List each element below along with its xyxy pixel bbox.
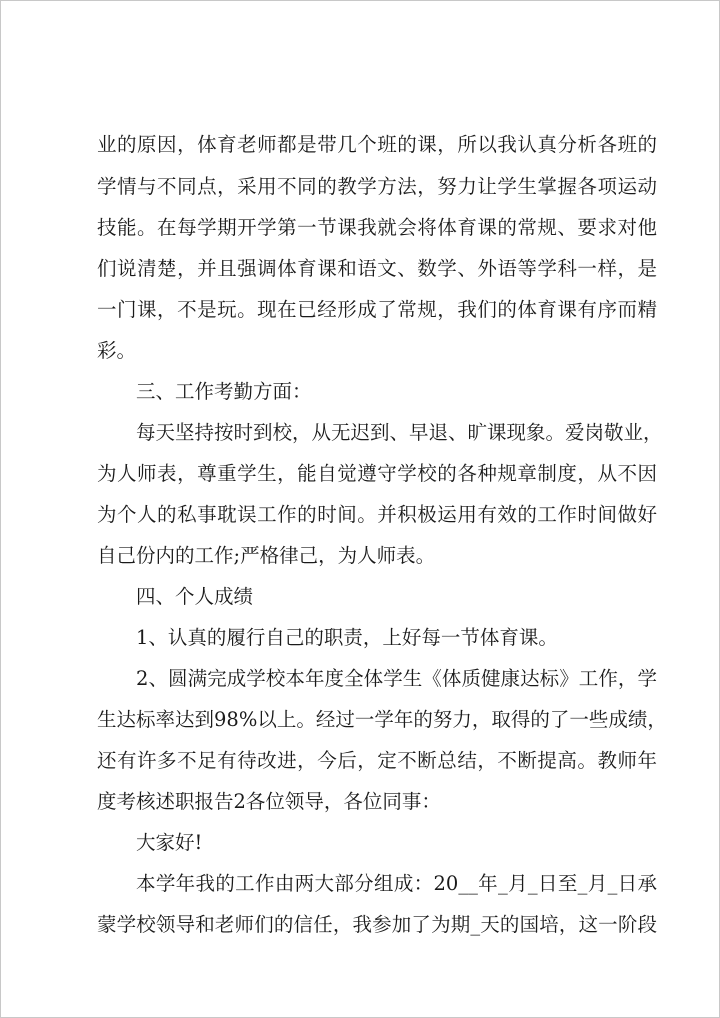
text-line: 本学年我的工作由两大部分组成：20__年_月_日至_月_日承 (136, 872, 657, 895)
text-line: 度考核述职报告2各位领导，各位同事： (97, 790, 441, 813)
text-line: 为人师表，尊重学生，能自觉遵守学校的各种规章制度，从不因 (97, 462, 657, 485)
text-line: 业的原因，体育老师都是带几个班的课，所以我认真分析各班的 (97, 133, 657, 156)
text-line: 技能。在每学期开学第一节课我就会将体育课的常规、要求对他 (97, 216, 657, 239)
text-line: 一门课，不是玩。现在已经形成了常规，我们的体育课有序而精 (97, 298, 657, 321)
text-line: 还有许多不足有待改进，今后，定不断总结，不断提高。教师年 (97, 749, 657, 772)
text-line: 彩。 (97, 339, 137, 362)
section-heading: 四、个人成绩 (136, 585, 254, 608)
text-line: 自己份内的工作;严格律己，为人师表。 (97, 544, 436, 567)
greeting-line: 大家好! (136, 831, 203, 854)
text-line: 为个人的私事耽误工作的时间。并积极运用有效的工作时间做好 (97, 503, 657, 526)
text-line: 每天坚持按时到校，从无迟到、早退、旷课现象。爱岗敬业， (136, 421, 663, 444)
text-line: 蒙学校领导和老师们的信任，我参加了为期_天的国培，这一阶段 (97, 913, 657, 936)
section-heading: 三、工作考勤方面： (136, 380, 312, 403)
text-line: 学情与不同点，采用不同的教学方法，努力让学生掌握各项运动 (97, 175, 657, 198)
text-line: 2、圆满完成学校本年度全体学生《体质健康达标》工作，学 (136, 667, 657, 690)
text-line: 生达标率达到98%以上。经过一学年的努力，取得的了一些成绩， (97, 708, 667, 731)
text-line: 1、认真的履行自己的职责，上好每一节体育课。 (136, 626, 558, 649)
text-line: 们说清楚，并且强调体育课和语文、数学、外语等学科一样，是 (97, 257, 657, 280)
